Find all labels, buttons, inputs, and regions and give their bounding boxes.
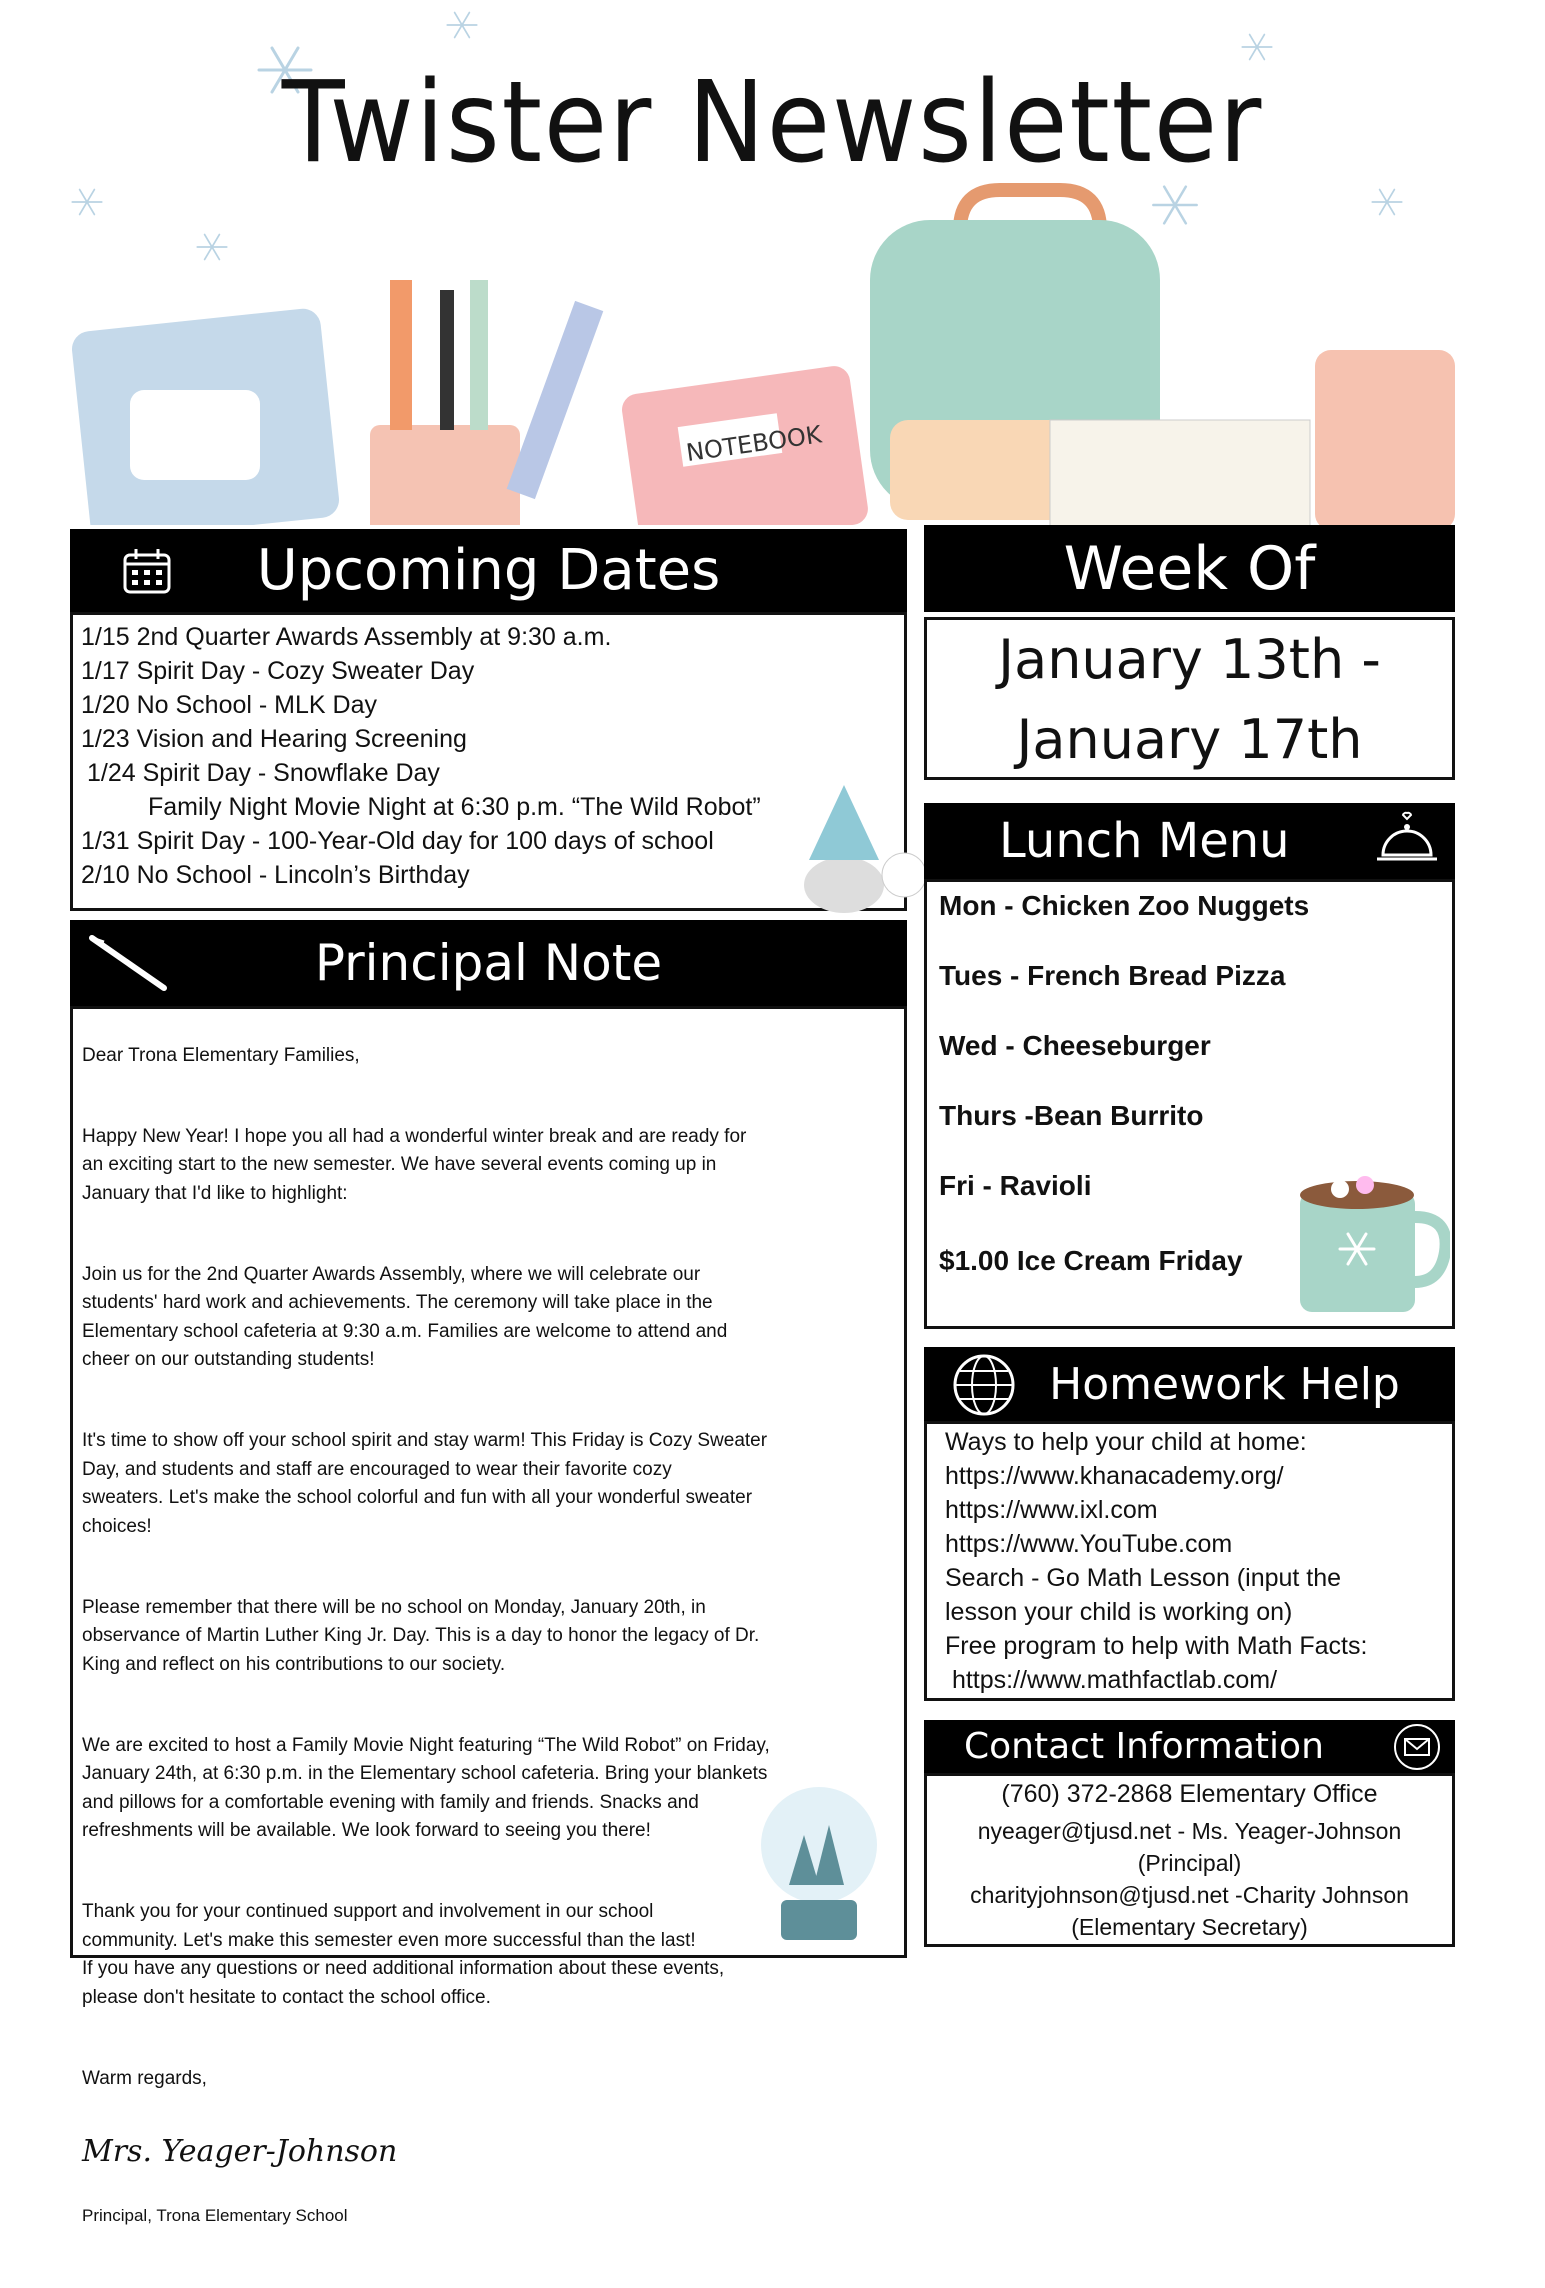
- lunch-item: Tues - French Bread Pizza: [939, 960, 1286, 991]
- contact-role: (Elementary Secretary): [1071, 1914, 1308, 1940]
- homework-line: Ways to help your child at home:: [945, 1428, 1307, 1456]
- gnome-snowman-illustration: [784, 775, 934, 915]
- principal-note-header: [70, 920, 907, 1006]
- homework-line: lesson your child is working on): [945, 1598, 1293, 1626]
- upcoming-dates-heading: Upcoming Dates: [256, 538, 721, 603]
- date-item: 1/20 No School - MLK Day: [81, 691, 377, 719]
- svg-text:NOTEBOOK: NOTEBOOK: [684, 420, 824, 468]
- signature: Mrs. Yeager-Johnson: [82, 2133, 398, 2169]
- principal-note-body: [70, 1006, 907, 2225]
- greeting: Dear Trona Elementary Families,: [82, 1044, 360, 1066]
- contact-info-heading: Contact Information: [964, 1726, 1324, 1767]
- homework-link[interactable]: https://www.ixl.com: [945, 1496, 1158, 1524]
- lunch-item: Wed - Cheeseburger: [939, 1030, 1211, 1061]
- envelope-icon: [1393, 1723, 1441, 1771]
- week-of-header: [924, 525, 1455, 612]
- note-paragraph: Thank you for your continued support and involvement in our school community. Let's make this semester even more successful than the last! If you have any questions or need additional information about these events, please don't hesitate to contact the school office.: [82, 1901, 725, 2008]
- homework-help-header: [924, 1347, 1455, 1421]
- contact-info-list: [924, 1773, 1455, 1947]
- serving-cloche-icon: [1375, 811, 1439, 871]
- note-paragraph: Happy New Year! I hope you all had a wonderful winter break and are ready for an exciting start to the new semester. We have several events coming up in January that I'd like to highlight:: [82, 1125, 747, 1204]
- snowflake-icon: [445, 8, 479, 42]
- lunch-item: Fri - Ravioli: [939, 1170, 1092, 1201]
- lunch-menu-list: [924, 879, 1455, 1329]
- homework-help-heading: Homework Help: [1049, 1358, 1400, 1410]
- school-supplies-illustration: [70, 180, 1455, 525]
- lunch-item: Mon - Chicken Zoo Nuggets: [939, 890, 1310, 921]
- contact-email[interactable]: charityjohnson@tjusd.net -Charity Johnson: [970, 1882, 1409, 1908]
- week-end: January 17th: [1016, 708, 1363, 771]
- note-paragraph: Please remember that there will be no school on Monday, January 20th, in observance of Martin Luther King Jr. Day. This is a day to honor the legacy of Dr. King and reflect on his contributions to our society.: [82, 1596, 760, 1675]
- contact-phone: (760) 372-2868 Elementary Office: [1001, 1780, 1378, 1808]
- upcoming-dates-list: [70, 612, 907, 911]
- newsletter-title: Twister Newsletter: [281, 58, 1264, 188]
- date-item: Family Night Movie Night at 6:30 p.m. “The Wild Robot”: [148, 793, 761, 821]
- lunch-item: $1.00 Ice Cream Friday: [939, 1245, 1243, 1276]
- date-item: 1/23 Vision and Hearing Screening: [81, 725, 467, 753]
- date-item: 1/15 2nd Quarter Awards Assembly at 9:30 a.m.: [81, 623, 612, 651]
- week-of-dates: [924, 617, 1455, 780]
- homework-help-list: [924, 1421, 1455, 1701]
- lunch-menu-heading: Lunch Menu: [999, 813, 1290, 869]
- contact-info-header: [924, 1720, 1455, 1773]
- date-item: 1/31 Spirit Day - 100-Year-Old day for 100 days of school: [81, 827, 714, 855]
- signoff: Principal, Trona Elementary School: [82, 2206, 348, 2225]
- homework-link[interactable]: https://www.khanacademy.org/: [945, 1462, 1284, 1490]
- principal-note-heading: Principal Note: [314, 934, 663, 992]
- snow-globe-illustration: [759, 1775, 879, 1945]
- homework-line: Free program to help with Math Facts:: [945, 1632, 1368, 1660]
- contact-role: (Principal): [1137, 1850, 1242, 1876]
- www-globe-icon: [952, 1353, 1016, 1417]
- date-item: 1/24 Spirit Day - Snowflake Day: [87, 759, 440, 787]
- pen-icon: [84, 930, 174, 996]
- note-paragraph: It's time to show off your school spirit and stay warm! This Friday is Cozy Sweater Day, and students and staff are encouraged to wear their favorite cozy sweaters. Let's make the school colorful and fun with all your wonderful sweater choices!: [82, 1430, 768, 1537]
- week-of-heading: Week Of: [1063, 533, 1316, 604]
- lunch-menu-header: [924, 803, 1455, 879]
- homework-link[interactable]: https://www.YouTube.com: [945, 1530, 1233, 1558]
- closing: Warm regards,: [82, 2067, 207, 2089]
- homework-link[interactable]: https://www.mathfactlab.com/: [945, 1666, 1278, 1694]
- note-paragraph: Join us for the 2nd Quarter Awards Assembly, where we will celebrate our students' hard work and achievements. The ceremony will take place in the Elementary school cafeteria at 9:30 a.m. Families are welcome to attend and cheer on our outstanding students!: [82, 1263, 728, 1370]
- date-item: 2/10 No School - Lincoln’s Birthday: [81, 861, 470, 889]
- upcoming-dates-header: [70, 529, 907, 612]
- date-item: 1/17 Spirit Day - Cozy Sweater Day: [81, 657, 475, 685]
- hot-cocoa-mug-illustration: [1290, 1167, 1450, 1317]
- contact-email[interactable]: nyeager@tjusd.net - Ms. Yeager-Johnson: [977, 1818, 1402, 1844]
- week-start: January 13th -: [998, 628, 1381, 691]
- lunch-item: Thurs -Bean Burrito: [939, 1100, 1204, 1131]
- note-paragraph: We are excited to host a Family Movie Night featuring “The Wild Robot” on Friday, January 24th, at 6:30 p.m. in the Elementary school cafeteria. Bring your blankets and pillows for a comfortable evening with family and friends. Snacks and refreshments will be available. We look forward to seeing you there!: [82, 1734, 770, 1841]
- calendar-icon: [122, 547, 172, 595]
- homework-line: Search - Go Math Lesson (input the: [945, 1564, 1342, 1592]
